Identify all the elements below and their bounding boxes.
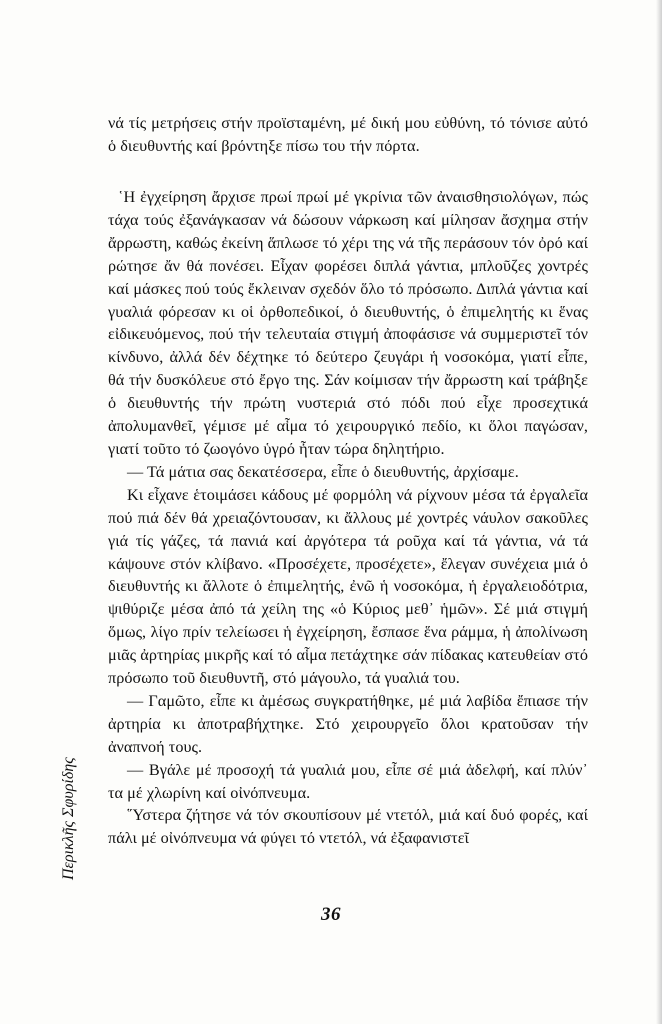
dialogue-line: — Βγάλε μέ προσοχή τά γυαλιά μου, εἶπε σέ μιά ἀδελφή, καί πλύν᾿ τα μέ χλωρίνη καί οἰνόπνευμα.	[108, 760, 588, 802]
paragraph: Κι εἶχανε ἑτοιμάσει κάδους μέ φορμόλη νά ρίχνουν μέσα τά ἐργαλεῖα πού πιά δέν θά χρειαζόντουσαν, κι ἄλλους μέ χοντρές νάυλον σακοῦλες γιά τίς γάζες, τά πανιά καί ἀργότερα τά ροῦχα καί τά γάντια, νά τά κάψουνε στόν κλίβανο. «Προσέχετε, προσέχετε», ἔλεγαν συνέχεια μιά ὁ διευθυντής κι ἄλλοτε ὁ ἐπιμελητής, ἐνῶ ἡ νοσοκόμα, ἡ ἐργαλειοδότρια, ψιθύριζε μέσα ἀπό τά χείλη της «ὁ Κύριος μεθ᾿ ἡμῶν». Σέ μιά στιγμή ὅμως, λίγο πρίν τελείωσει ἡ ἐγχείρηση, ἔσπασε ἕνα ράμμα, ἡ ἀπολίνωση μιᾶς ἀρτηρίας μικρῆς καί τό αἷμα πετάχτηκε σάν πίδακας κατευθείαν στό πρόσωπο τοῦ διευθυντῆ, στό μάγουλο, τά γυαλιά του.	[108, 485, 588, 688]
page-number: 36	[321, 904, 341, 925]
paragraph: ῞Υστερα ζήτησε νά τόν σκουπίσουν μέ ντετόλ, μιά καί δυό φορές, καί πάλι μέ οἰνόπνευμα νά φύγει τό ντετόλ, νά ἐξαφανιστεῖ	[108, 806, 588, 848]
author-name: Περικλῆς Σφυρίδης	[60, 757, 77, 880]
body-text	[108, 186, 588, 850]
paragraph: ῾Η ἐγχείρηση ἄρχισε πρωί πρωί μέ γκρίνια τῶν ἀναισθησιολόγων, πώς τάχα τούς ἐξανάγκασαν νά δώσουν νάρκωση καί μίλησαν ἄσχημα στήν ἄρρωστη, καθώς ἐκείνη ἅπλωσε τό χέρι της νά τῆς περάσουν τόν ὀρό καί ρώτησε ἄν θά πονέσει. Εἶχαν φορέσει διπλά γάντια, μπλοῦζες χοντρές καί μάσκες πού τούς ἔκλειναν σχεδόν ὅλο τό πρόσωπο. Διπλά γάντια καί γυαλιά φόρεσαν κι οἱ ὀρθοπεδικοί, ὁ διευθυντής, ὁ ἐπιμελητής κι ἕνας εἰδικευόμενος, πού τήν τελευταία στιγμή ἀποφάσισε νά συμμεριστεῖ τόν κίνδυνο, ἀλλά δέν δέχτηκε τό δεύτερο ζευγάρι ἡ νοσοκόμα, γιατί εἶπε, θά τήν δυσκόλευε στό ἔργο της. Σάν κοίμισαν τήν ἄρρωστη καί τράβηξε ὁ διευθυντής τήν πρώτη νυστεριά στό πόδι πού εἶχε προσεχτικά ἀπολυμανθεῖ, γέμισε μέ αἷμα τό χειρουργικό πεδίο, κι ὅλοι παγώσαν, γιατί τοῦτο τό ζωογόνο ὑγρό ἦταν τώρα δηλητήριο.	[108, 188, 588, 458]
page-edge	[656, 0, 662, 1024]
dialogue-line: — Γαμῶτο, εἶπε κι ἀμέσως συγκρατήθηκε, μέ μιά λαβίδα ἔπιασε τήν ἀρτηρία κι ἀποτραβήχτηκε. Στό χειρουργεῖο ὅλοι κρατοῦσαν τήν ἀναπνοή τους.	[108, 691, 588, 756]
opening-paragraph	[108, 112, 588, 158]
paragraph: νά τίς μετρήσεις στήν προϊσταμένη, μέ δική μου εὐθύνη, τό τόνισε αὐτό ὁ διευθυντής καί βρόντηξε πίσω του τήν πόρτα.	[108, 114, 588, 155]
dialogue-line: — Τά μάτια σας δεκατέσσερα, εἶπε ὁ διευθυντής, ἀρχίσαμε.	[127, 462, 519, 481]
